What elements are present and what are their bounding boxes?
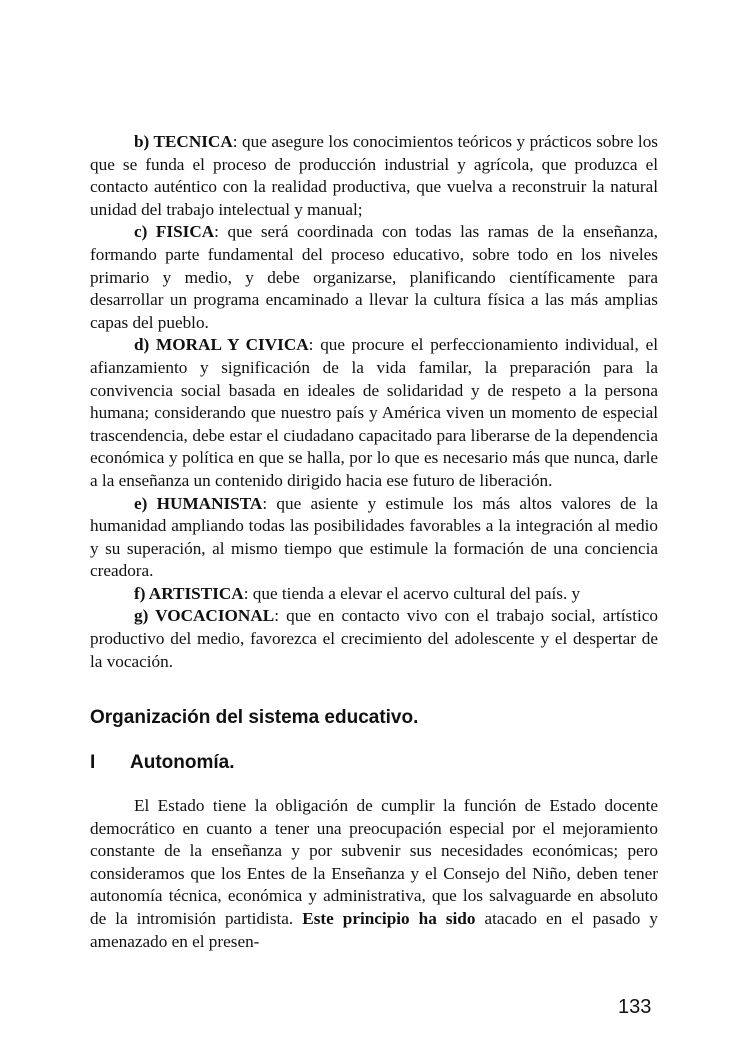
term-fisica: c) FISICA xyxy=(134,222,215,242)
paragraph-vocacional xyxy=(90,605,658,673)
term-tecnica: b) TECNICA xyxy=(134,132,233,151)
text-artistica: : que tienda a elevar el acervo cultural del país. y xyxy=(243,583,581,603)
paragraph-tecnica xyxy=(90,131,658,221)
paragraph-moral-civica xyxy=(90,334,658,492)
text-humanista: : que asiente y estimule los más altos valores de la humanidad ampliando todas las posibilidades favorables a la integración al medio y su superación, al mismo tiempo que estimule la formación de una conciencia creadora. xyxy=(90,493,659,581)
paragraph-artistica xyxy=(90,583,658,606)
text-fisica: : que será coordinada con todas las ramas de la enseñanza, formando parte fundamental del proceso educativo, sobre todo en los niveles primario y medio, y debe organizarse, planificando científicamente para desarrollar un programa encaminado a llevar la cultura física a las más amplias capas del pueblo. xyxy=(90,222,658,332)
list-block xyxy=(90,131,658,673)
subsection-heading xyxy=(90,752,235,774)
paragraph-fisica xyxy=(90,221,658,334)
text-autonomia-tail: atacado en el pasado y amenazado en el presen- xyxy=(90,908,658,951)
text-autonomia: El Estado tiene la obligación de cumplir la función de Estado docente democrático en cuanto a tener una preocupación especial por el mejoramiento constante de la enseñanza y por subvenir sus necesidades económicas; pero consideramos que los Entes de la Enseñanza y el Consejo del Niño, deben tener autonomía técnica, económica y administrativa, que los salvaguarde en absoluto de la intromisión partidista. xyxy=(90,796,658,928)
paragraph-autonomia xyxy=(90,795,658,953)
text-vocacional: : que en contacto vivo con el trabajo social, artístico productivo del medio, favorezca el crecimiento del adolescente y el despertar de la vocación. xyxy=(90,606,658,671)
paragraph-humanista xyxy=(90,493,658,583)
term-vocacional: g) VOCACIONAL xyxy=(134,606,275,626)
page-number: 133 xyxy=(618,996,652,1018)
term-humanista: e) HUMANISTA xyxy=(134,493,263,513)
subsection-number: I xyxy=(90,752,96,773)
text-tecnica: : que asegure los conocimientos teóricos y prácticos sobre los que se funda el proceso de producción industrial y agrícola, que produzca el contacto auténtico con la realidad productiva, que vuelva a reconstruir la natural unidad del trabajo intelectual y manual; xyxy=(90,132,658,219)
section-heading: Organización del sistema educativo. xyxy=(90,707,419,728)
text-autonomia-bold: Este principio ha sido xyxy=(302,908,476,928)
term-moral-civica: d) MORAL Y CIVICA xyxy=(134,335,309,355)
term-artistica: f) ARTISTICA xyxy=(134,583,244,603)
text-moral-civica: : que procure el perfeccionamiento individual, el afianzamiento y significación de la vida familar, la preparación para la convivencia social basada en ideales de solidaridad y de respeto a la persona humana; considerando que nuestro país y América viven un momento de especial trascendencia, debe estar el ciudadano capacitado para liberarse de la dependencia económica y política en que se halla, por lo que es necesario más que nunca, darle a la enseñanza un contenido dirigido hacia ese futuro de liberación. xyxy=(90,335,658,490)
subsection-title: Autonomía. xyxy=(130,752,235,773)
closing-block xyxy=(90,795,658,953)
